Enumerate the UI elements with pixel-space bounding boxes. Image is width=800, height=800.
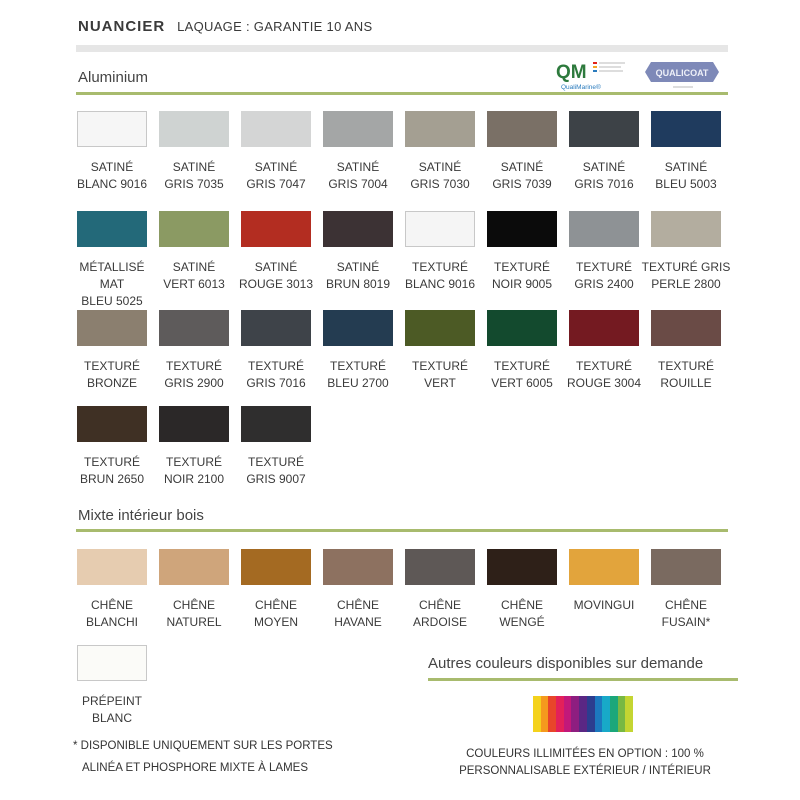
aluminium-swatch: [241, 211, 311, 247]
swatch-label-line-2: BRONZE: [86, 376, 137, 390]
section-title-aluminium: Aluminium: [78, 69, 149, 86]
rainbow-stripe: [595, 696, 603, 732]
swatch-label-line-1: SATINÉ: [336, 160, 380, 174]
swatch-label-line-1: MOVINGUI: [573, 598, 635, 612]
aluminium-swatch: [77, 211, 147, 247]
aluminium-swatch: [405, 211, 475, 247]
swatch-label-line-2: GRIS 7039: [492, 177, 552, 191]
swatch-label-line-2: GRIS 7004: [328, 177, 388, 191]
rainbow-palette-icon: [533, 696, 633, 732]
swatch-label-line-1: TEXTURÉ: [83, 455, 140, 469]
swatch-label-line-2: NATUREL: [166, 615, 222, 629]
footnote-line-1: * DISPONIBLE UNIQUEMENT SUR LES PORTES: [73, 740, 333, 752]
swatch-label-line-1: CHÊNE: [90, 598, 133, 612]
swatch-label-line-2: BLEU 5025: [81, 294, 143, 308]
mixte-swatch-label: [477, 597, 567, 631]
autres-couleurs-divider: [428, 678, 738, 681]
swatch-label-line-2: BLANC 9016: [76, 177, 148, 191]
mixte-swatch-label: [559, 597, 649, 614]
qualimarine-logo: [555, 56, 627, 92]
aluminium-swatch: [241, 310, 311, 346]
swatch-label-line-1: CHÊNE: [500, 598, 543, 612]
aluminium-swatch-label: [149, 358, 239, 392]
aluminium-swatch-label: [395, 159, 485, 193]
mixte-swatch: [569, 549, 639, 585]
mixte-swatch-label: [67, 693, 157, 727]
mixte-swatch-label: [231, 597, 321, 631]
swatch-label-line-1: CHÊNE: [664, 598, 707, 612]
swatch-label-line-1: TEXTURÉ: [165, 359, 222, 373]
aluminium-swatch: [159, 310, 229, 346]
aluminium-swatch-label: [559, 159, 649, 193]
mixte-swatch-label: [641, 597, 731, 631]
swatch-label-line-1: CHÊNE: [254, 598, 297, 612]
swatch-label-line-2: WENGÉ: [499, 615, 545, 629]
swatch-label-line-2: MOYEN: [253, 615, 298, 629]
swatch-label-line-2: ARDOISE: [412, 615, 467, 629]
swatch-label-line-2: BLEU 5003: [655, 177, 717, 191]
autres-couleurs-heading: Autres couleurs disponibles sur demande: [428, 655, 704, 672]
swatch-label-line-2: BLANC 9016: [404, 277, 476, 291]
aluminium-swatch: [651, 310, 721, 346]
header-band: [76, 45, 728, 52]
rainbow-stripe: [587, 696, 595, 732]
swatch-label-line-2: GRIS 2400: [574, 277, 634, 291]
aluminium-swatch-label: [67, 259, 157, 310]
aluminium-swatch: [77, 111, 147, 147]
swatch-label-line-2: GRIS 2900: [164, 376, 224, 390]
aluminium-swatch-label: [477, 259, 567, 293]
section-title-mixte-bois: Mixte intérieur bois: [78, 507, 204, 524]
swatch-label-line-1: CHÊNE: [418, 598, 461, 612]
mixte-swatch: [487, 549, 557, 585]
aluminium-swatch: [323, 111, 393, 147]
svg-text:QualiMarine®: QualiMarine®: [561, 84, 601, 91]
swatch-label-line-1: TEXTURÉ GRIS: [641, 260, 731, 274]
rainbow-stripe: [602, 696, 610, 732]
swatch-label-line-2: BRUN 8019: [325, 277, 391, 291]
rainbow-stripe: [533, 696, 541, 732]
swatch-label-line-1: SATINÉ: [418, 160, 462, 174]
aluminium-swatch: [487, 211, 557, 247]
swatch-label-line-2: FUSAIN*: [661, 615, 711, 629]
illimitees-line-2: PERSONNALISABLE EXTÉRIEUR / INTÉRIEUR: [459, 765, 711, 777]
swatch-label-line-1: TEXTURÉ: [165, 455, 222, 469]
aluminium-swatch: [487, 310, 557, 346]
swatch-label-line-1: SATINÉ: [582, 160, 626, 174]
aluminium-swatch-label: [149, 259, 239, 293]
swatch-label-line-2: BLANC: [91, 711, 132, 725]
swatch-label-line-2: VERT 6005: [491, 376, 553, 390]
aluminium-swatch-label: [395, 259, 485, 293]
mixte-swatch: [405, 549, 475, 585]
mixte-swatch-label: [395, 597, 485, 631]
mixte-swatch: [77, 549, 147, 585]
page-header: [78, 18, 372, 35]
aluminium-swatch: [569, 211, 639, 247]
section-divider-mixte-bois: [76, 529, 728, 532]
swatch-label-line-1: TEXTURÉ: [575, 260, 632, 274]
aluminium-swatch: [77, 310, 147, 346]
mixte-swatch-label: [313, 597, 403, 631]
swatch-label-line-1: MÉTALLISÉ MAT: [79, 260, 145, 291]
swatch-label-line-2: ROUGE 3004: [566, 376, 642, 390]
swatch-label-line-1: TEXTURÉ: [247, 359, 304, 373]
aluminium-swatch: [323, 310, 393, 346]
mixte-swatch: [651, 549, 721, 585]
swatch-label-line-2: GRIS 9007: [246, 472, 306, 486]
qualicoat-logo: [643, 58, 721, 90]
swatch-label-line-1: CHÊNE: [336, 598, 379, 612]
aluminium-swatch-label: [149, 454, 239, 488]
footnote-line-2: ALINÉA ET PHOSPHORE MIXTE À LAMES: [82, 762, 309, 774]
swatch-label-line-2: GRIS 7016: [246, 376, 306, 390]
aluminium-swatch: [405, 310, 475, 346]
swatch-label-line-2: NOIR 9005: [491, 277, 553, 291]
illimitees-line-1: COULEURS ILLIMITÉES EN OPTION : 100 %: [466, 748, 704, 760]
mixte-swatch-label: [67, 597, 157, 631]
aluminium-swatch: [77, 406, 147, 442]
page-subtitle: LAQUAGE : GARANTIE 10 ANS: [177, 19, 373, 34]
swatch-label-line-1: SATINÉ: [172, 160, 216, 174]
aluminium-swatch-label: [231, 259, 321, 293]
aluminium-swatch-label: [67, 454, 157, 488]
swatch-label-line-1: TEXTURÉ: [493, 359, 550, 373]
swatch-label-line-2: GRIS 7035: [164, 177, 224, 191]
mixte-swatch: [77, 645, 147, 681]
swatch-label-line-2: BLEU 2700: [327, 376, 389, 390]
aluminium-swatch-label: [231, 454, 321, 488]
rainbow-stripe: [556, 696, 564, 732]
section-divider-aluminium: [76, 92, 728, 95]
swatch-label-line-2: BRUN 2650: [79, 472, 145, 486]
aluminium-swatch-label: [67, 358, 157, 392]
swatch-label-line-2: ROUGE 3013: [238, 277, 314, 291]
aluminium-swatch-label: [313, 259, 403, 293]
swatch-label-line-2: GRIS 7016: [574, 177, 634, 191]
aluminium-swatch-label: [313, 159, 403, 193]
aluminium-swatch-label: [477, 358, 567, 392]
aluminium-swatch-label: [313, 358, 403, 392]
aluminium-swatch-label: [67, 159, 157, 193]
aluminium-swatch-label: [559, 259, 649, 293]
rainbow-stripe: [579, 696, 587, 732]
aluminium-swatch-label: [559, 358, 649, 392]
swatch-label-line-1: TEXTURÉ: [247, 455, 304, 469]
swatch-label-line-2: ROUILLE: [660, 376, 712, 390]
swatch-label-line-2: VERT 6013: [163, 277, 225, 291]
aluminium-swatch: [569, 310, 639, 346]
aluminium-swatch-label: [395, 358, 485, 392]
aluminium-swatch: [241, 111, 311, 147]
aluminium-swatch-label: [641, 159, 731, 193]
aluminium-swatch: [159, 111, 229, 147]
rainbow-stripe: [541, 696, 549, 732]
aluminium-swatch: [241, 406, 311, 442]
swatch-label-line-1: TEXTURÉ: [411, 359, 468, 373]
mixte-swatch: [241, 549, 311, 585]
swatch-label-line-1: TEXTURÉ: [329, 359, 386, 373]
swatch-label-line-1: SATINÉ: [172, 260, 216, 274]
mixte-swatch-label: [149, 597, 239, 631]
swatch-label-line-2: GRIS 7047: [246, 177, 306, 191]
swatch-label-line-1: SATINÉ: [90, 160, 134, 174]
swatch-label-line-1: TEXTURÉ: [575, 359, 632, 373]
svg-text:QUALICOAT: QUALICOAT: [655, 68, 709, 78]
swatch-label-line-1: TEXTURÉ: [411, 260, 468, 274]
aluminium-swatch-label: [231, 159, 321, 193]
aluminium-swatch: [159, 211, 229, 247]
aluminium-swatch: [651, 211, 721, 247]
swatch-label-line-1: SATINÉ: [336, 260, 380, 274]
swatch-label-line-1: SATINÉ: [664, 160, 708, 174]
aluminium-swatch: [405, 111, 475, 147]
swatch-label-line-2: GRIS 7030: [410, 177, 470, 191]
swatch-label-line-1: SATINÉ: [254, 160, 298, 174]
swatch-label-line-2: HAVANE: [334, 615, 382, 629]
swatch-label-line-2: NOIR 2100: [163, 472, 225, 486]
rainbow-stripe: [548, 696, 556, 732]
swatch-label-line-1: TEXTURÉ: [83, 359, 140, 373]
rainbow-stripe: [564, 696, 572, 732]
aluminium-swatch-label: [641, 259, 731, 293]
aluminium-swatch-label: [231, 358, 321, 392]
aluminium-swatch: [159, 406, 229, 442]
page-title: NUANCIER: [78, 18, 166, 35]
swatch-label-line-1: PRÉPEINT: [81, 694, 142, 708]
rainbow-stripe: [610, 696, 618, 732]
swatch-label-line-1: TEXTURÉ: [493, 260, 550, 274]
swatch-label-line-1: SATINÉ: [500, 160, 544, 174]
illimitees-text: [440, 746, 730, 780]
aluminium-swatch-label: [149, 159, 239, 193]
mixte-swatch: [159, 549, 229, 585]
rainbow-stripe: [625, 696, 633, 732]
swatch-label-line-2: PERLE 2800: [651, 277, 721, 291]
swatch-label-line-2: BLANCHI: [85, 615, 138, 629]
aluminium-swatch: [569, 111, 639, 147]
swatch-label-line-1: CHÊNE: [172, 598, 215, 612]
swatch-label-line-1: SATINÉ: [254, 260, 298, 274]
aluminium-swatch-label: [641, 358, 731, 392]
aluminium-swatch: [651, 111, 721, 147]
aluminium-swatch-label: [477, 159, 567, 193]
svg-text:QM: QM: [556, 62, 587, 83]
rainbow-stripe: [571, 696, 579, 732]
swatch-label-line-2: VERT: [424, 376, 456, 390]
aluminium-swatch: [323, 211, 393, 247]
swatch-label-line-1: TEXTURÉ: [657, 359, 714, 373]
mixte-swatch: [323, 549, 393, 585]
aluminium-swatch: [487, 111, 557, 147]
rainbow-stripe: [618, 696, 626, 732]
